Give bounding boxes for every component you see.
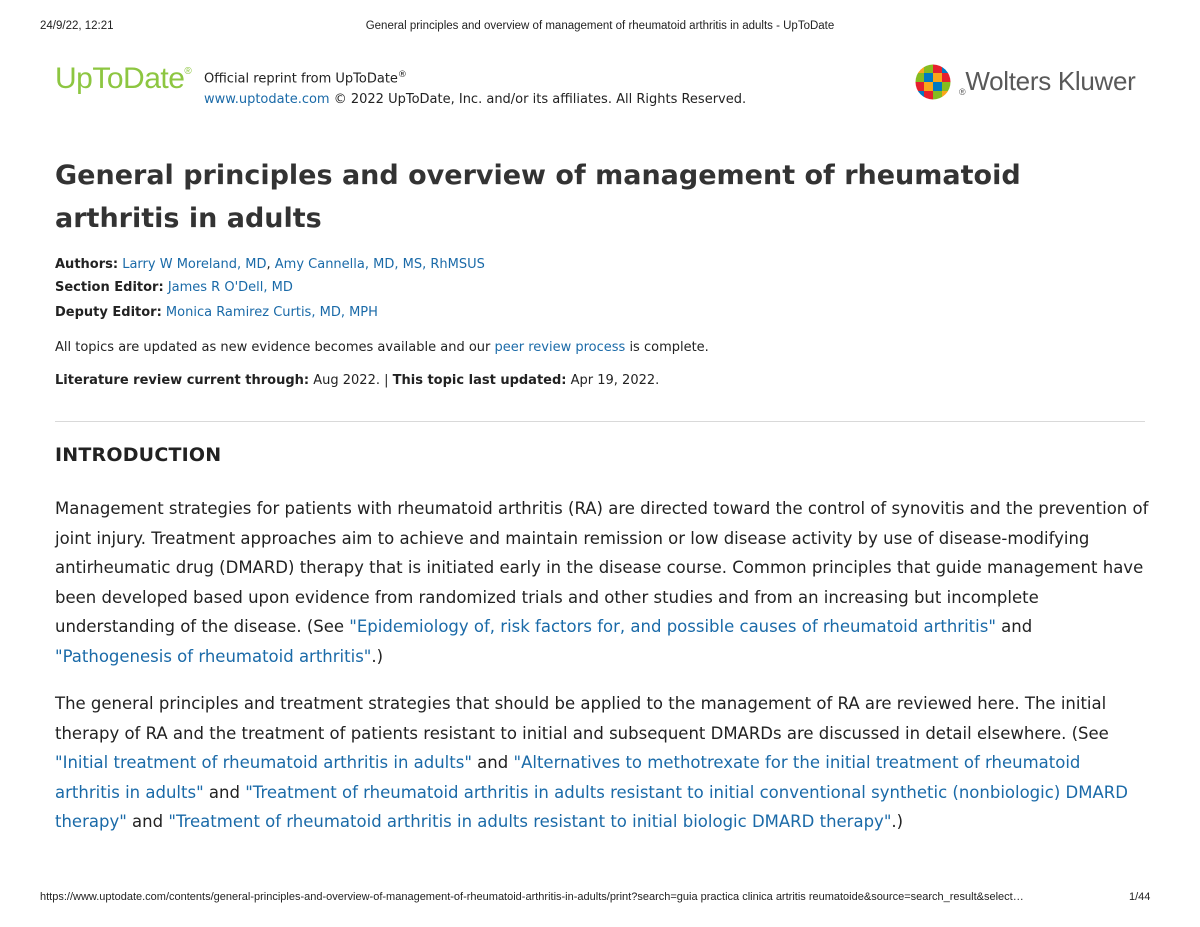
authors-label: Authors:	[55, 257, 119, 272]
lit-review-value: Aug 2022. |	[309, 373, 393, 388]
p2-text: The general principles and treatment strategies that should be applied to the management of RA are reviewed here. The initial therapy of RA and the treatment of patients resistant to initial and subsequent DMARDs are discussed in detail elsewhere. (See	[55, 694, 1109, 743]
uptodate-logo[interactable]	[55, 62, 191, 96]
last-updated-value: Apr 19, 2022.	[566, 373, 660, 388]
reprint-banner	[55, 62, 1145, 112]
divider	[55, 421, 1145, 422]
wolters-kluwer-logo[interactable]	[915, 62, 1145, 102]
resistant-biologic-dmard-topic-link[interactable]: "Treatment of rheumatoid arthritis in adults resistant to initial biologic DMARD therapy"	[168, 812, 892, 831]
p2-and-3: and	[126, 812, 169, 831]
deputy-editor-link[interactable]: Monica Ramirez Curtis, MD, MPH	[165, 305, 378, 320]
methotrexate-alternatives-topic-link[interactable]: "Alternatives to methotrexate for the initial treatment of rheumatoid arthritis in adults"	[55, 753, 1081, 802]
p2-end: .)	[891, 812, 904, 831]
peer-review-link[interactable]: peer review process	[494, 340, 626, 355]
uptodate-logo-mark: ®	[184, 66, 192, 77]
print-page-title: General principles and overview of management of rheumatoid arthritis in adults - UpToDate	[365, 20, 835, 32]
pathogenesis-topic-link[interactable]: "Pathogenesis of rheumatoid arthritis"	[55, 646, 372, 666]
author-link-1[interactable]: Larry W Moreland, MD	[122, 257, 267, 272]
wk-mark: ®	[959, 87, 966, 97]
reprint-mark: ®	[397, 70, 407, 80]
introduction-heading: INTRODUCTION	[55, 444, 222, 466]
p2-and-2: and	[203, 782, 246, 802]
wolters-kluwer-globe-icon	[915, 64, 951, 100]
print-page-number: 1/44	[1129, 891, 1151, 903]
author-link-2[interactable]: Amy Cannella, MD, MS, RhMSUS	[274, 257, 485, 272]
print-footer	[0, 891, 1200, 907]
p1-text: Management strategies for patients with rheumatoid arthritis (RA) are directed toward the control of synovitis and the prevention of joint injury. Treatment approaches aim to achieve and maintain remission or low disease activity by use of disease-modifying antirheumatic drug (DMARD) therapy that is initiated early in the disease course. Common principles that guide management have been developed based upon evidence from randomized trials and other studies and from an increasing but incomplete understanding of the disease. (See	[55, 499, 1149, 636]
wolters-kluwer-wordmark	[959, 66, 1136, 97]
deputy-editor-label: Deputy Editor:	[55, 305, 162, 320]
introduction-paragraph-2	[55, 689, 1150, 837]
print-url: https://www.uptodate.com/contents/general-principles-and-overview-of-management-of-rheumatoid-arthritis-in-adults/print?search=guia practica clinica artritis reumatoide&source=search_result&select…	[40, 891, 1024, 903]
resistant-conventional-dmard-topic-link[interactable]: "Treatment of rheumatoid arthritis in adults resistant to initial conventional synthetic (nonbiologic) DMARD therapy"	[55, 782, 1128, 831]
p1-end: .)	[371, 646, 384, 666]
last-updated-label: This topic last updated:	[392, 373, 567, 388]
deputy-editor-line	[55, 304, 1145, 322]
article-title: General principles and overview of management of rheumatoid arthritis in adults	[55, 160, 1021, 234]
copyright-text: © 2022 UpToDate, Inc. and/or its affiliates. All Rights Reserved.	[329, 92, 747, 108]
lit-review-label: Literature review current through:	[55, 373, 310, 388]
section-editor-line	[55, 279, 1145, 297]
p2-and-1: and	[471, 753, 514, 772]
reprint-notice	[204, 65, 746, 110]
update-note-post: is complete.	[625, 340, 709, 355]
authors-line	[55, 256, 1145, 274]
section-editor-label: Section Editor:	[55, 280, 164, 295]
reprint-line: Official reprint from UpToDate	[204, 71, 398, 87]
print-date: 24/9/22, 12:21	[40, 20, 114, 32]
p1-and: and	[995, 617, 1033, 636]
introduction-paragraph-1	[55, 494, 1150, 671]
initial-treatment-topic-link[interactable]: "Initial treatment of rheumatoid arthritis in adults"	[55, 753, 472, 772]
uptodate-logo-text: UpToDate	[55, 62, 185, 95]
review-dates-line	[55, 372, 1145, 390]
section-editor-link[interactable]: James R O'Dell, MD	[167, 280, 293, 295]
wk-name: Wolters Kluwer	[965, 66, 1136, 96]
epidemiology-topic-link[interactable]: "Epidemiology of, risk factors for, and possible causes of rheumatoid arthritis"	[349, 617, 996, 636]
author-separator: ,	[266, 257, 275, 272]
uptodate-site-link[interactable]: www.uptodate.com	[204, 92, 330, 108]
print-header	[0, 20, 1200, 40]
update-note	[55, 339, 1145, 357]
update-note-pre: All topics are updated as new evidence becomes available and our	[55, 340, 495, 355]
